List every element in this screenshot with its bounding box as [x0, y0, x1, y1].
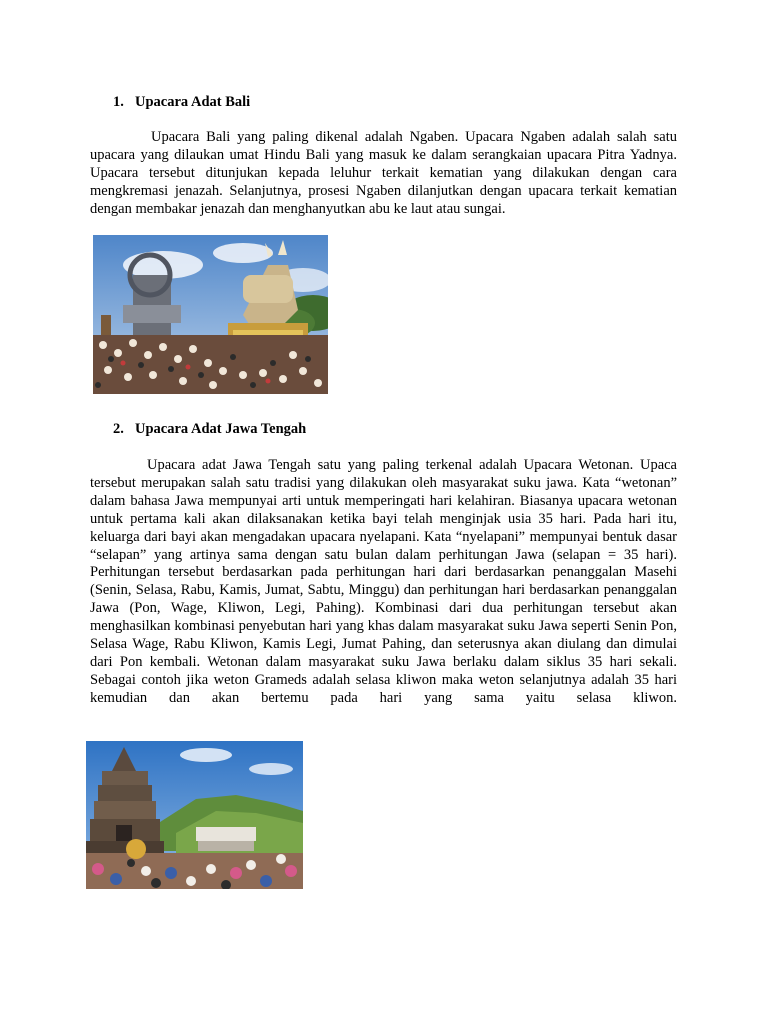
section-2-heading [113, 421, 306, 438]
ngaben-ceremony-photo-icon [93, 235, 328, 394]
javanese-temple-ceremony-image [86, 741, 303, 889]
section-1-paragraph: Upacara Bali yang paling dikenal adalah Ngaben. Upacara Ngaben adalah salah satu upacara yang dilaukan umat Hindu Bali yang masuk ke dalam serangkaian upacara Pitra Yadnya. Upacara tersebut ditunjukan kepada leluhur terkait kematian yang dilakukan dengan cara mengkremasi jenazah. Selanjutnya, prosesi Ngaben dilanjutkan dengan upacara terkait kematian dengan membakar jenazah dan menghanyutkan abu ke laut atau sungai. [90, 129, 677, 217]
section-2-paragraph: Upacara adat Jawa Tengah satu yang paling terkenal adalah Upacara Wetonan. Upaca tersebut merupakan salah satu tradisi yang dilakukan oleh masyarakat suku jawa. Kata “wetonan” dalam bahasa Jawa mempunyai arti untuk memperingati hari kelahiran. Biasanya upacara wetonan untuk pertama kali akan dilaksanakan ketika bayi telah menginjak usia 35 hari. Pada hari itu, keluarga dari bayi akan mengadakan upacara nyelapani. Kata “nyelapani” mempunyai bentuk dasar “selapan” yang artinya sama dengan satu bulan dalam perhitungan Jawa (selapan = 35 hari). Perhitungan tersebut berdasarkan pada perhitungan hari dari berdasarkan penanggalan Masehi (Senin, Selasa, Rabu, Kamis, Jumat, Sabtu, Minggu) dan perhitungan hari berdasarkan penanggalan Jawa (Pon, Wage, Kliwon, Legi, Pahing). Kombinasi dari dua perhitungan tersebut akan menghasilkan kombinasi penyebutan hari yang khas dalam masyarakat suku Jawa seperti Senin Pon, Selasa Wage, Rabu Kliwon, Kamis Legi, Jumat Pahing, dan seterusnya akan diulang dan dimulai dari Pon kembali. Wetonan dalam masyarakat suku Jawa berlaku dalam siklus 35 hari sekali. Sebagai contoh jika weton Grameds adalah selasa kliwon maka weton selanjutnya adalah 35 hari kemudian dan akan bertemu pada hari yang sama yaitu selasa kliwon. [90, 457, 677, 706]
ngaben-ceremony-image [93, 235, 328, 394]
section-1-heading [113, 94, 250, 111]
section-1-title: Upacara Adat Bali [135, 94, 251, 110]
section-2-paragraph-block [90, 457, 677, 708]
section-2-title: Upacara Adat Jawa Tengah [135, 421, 307, 437]
section-2-number: 2. [113, 421, 124, 437]
javanese-temple-ceremony-photo-icon [86, 741, 303, 889]
section-1-paragraph-block [90, 129, 677, 219]
section-1-number: 1. [113, 94, 124, 110]
